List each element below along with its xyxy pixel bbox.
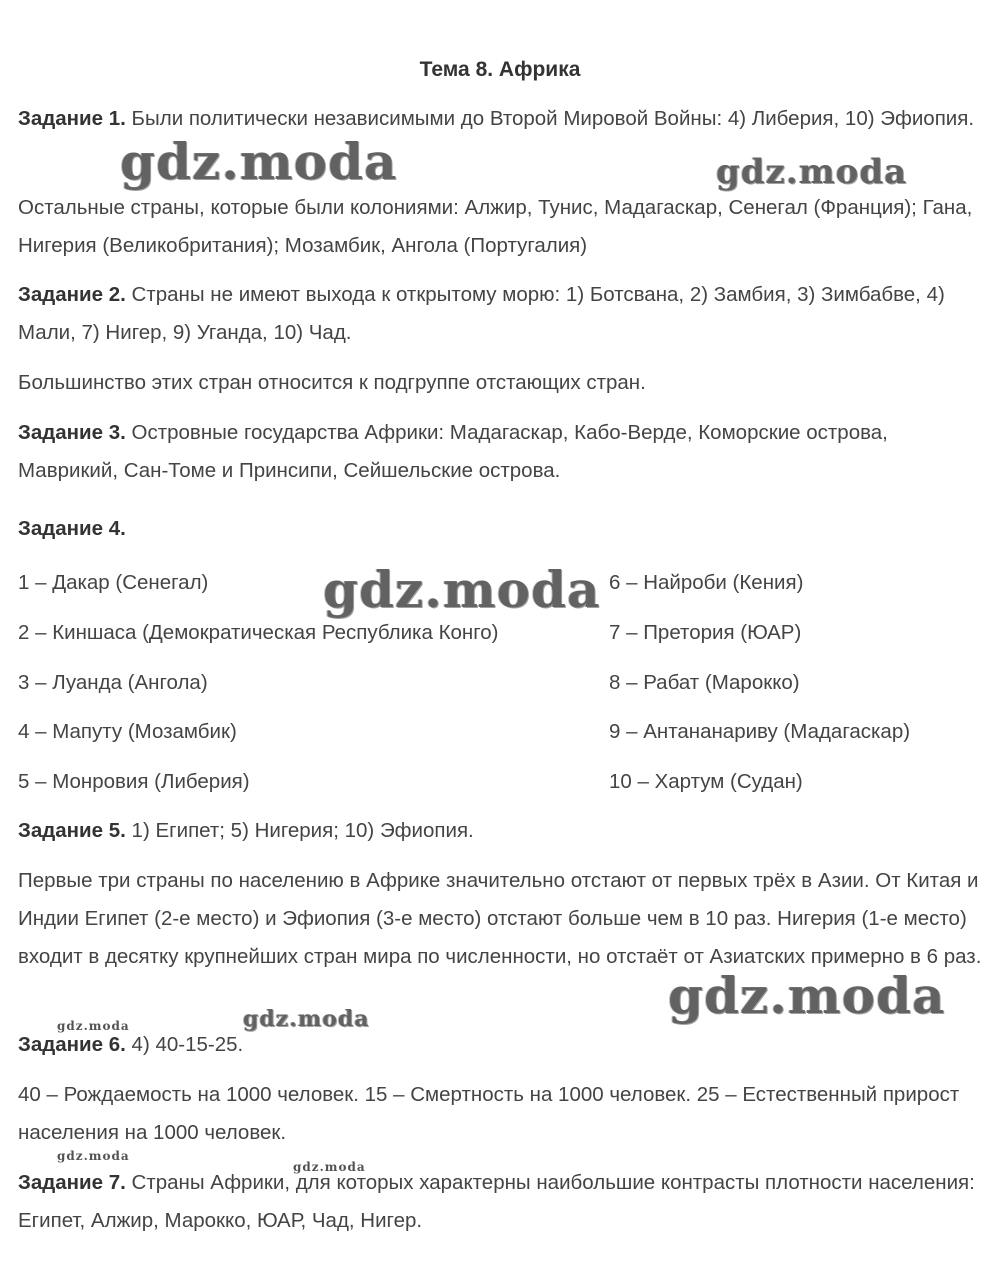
task-3-text: Островные государства Африки: Мадагаскар, Кабо-Верде, Коморские острова, Маврикий, Сан-Томе и Принсипи, Сейшельские острова.: [18, 421, 888, 482]
capital-item: 10 – Хартум (Судан): [609, 770, 803, 793]
capital-item: 2 – Киншаса (Демократическая Республика Конго): [18, 621, 499, 644]
watermark-logo: gdz.moda: [323, 560, 601, 619]
watermark-logo: gdz.moda: [120, 132, 398, 191]
task-1-text: Были политически независимыми до Второй Мировой Войны: 4) Либерия, 10) Эфиопия.: [125, 107, 975, 130]
task-1-extra: Остальные страны, которые были колониями: Алжир, Тунис, Мадагаскар, Сенегал (Франция); Гана, Нигерия (Великобритания); Мозамбик, Ангола (Португалия): [18, 196, 973, 257]
task-7: [18, 1164, 983, 1240]
watermark-logo: gdz.moda: [57, 1019, 130, 1033]
task-6: [18, 1026, 983, 1064]
capital-item: 9 – Антананариву (Мадагаскар): [609, 720, 911, 743]
task-7-text: Страны Африки, для которых характерны наибольшие контрасты плотности населения: Египет, Алжир, Марокко, ЮАР, Чад, Нигер.: [18, 1171, 975, 1232]
task-5: [18, 812, 983, 850]
task-1-label: Задание 1.: [18, 107, 126, 130]
task-5-label: Задание 5.: [18, 819, 126, 842]
task-4-label: Задание 4.: [18, 517, 126, 540]
task-2-text: Страны не имеют выхода к открытому морю: 1) Ботсвана, 2) Замбия, 3) Зимбабве, 4) Мали, 7) Нигер, 9) Уганда, 10) Чад.: [18, 283, 945, 344]
capital-item: 8 – Рабат (Марокко): [609, 671, 800, 694]
capital-item: 6 – Найроби (Кения): [609, 571, 804, 594]
task-5-text: 1) Египет; 5) Нигерия; 10) Эфиопия.: [125, 819, 474, 842]
task-6-label: Задание 6.: [18, 1033, 126, 1056]
task-5-extra: Первые три страны по населению в Африке значительно отстают от первых трёх в Азии. От Китая и Индии Египет (2-е место) и Эфиопия (3-е место) отстают больше чем в 10 раз. Нигерия (1-е место) входит в десятку крупнейших стран мира по численности, но отстаёт от Азиатских примерно в 6 раз.: [18, 869, 982, 968]
capital-item: 4 – Мапуту (Мозамбик): [18, 720, 237, 743]
task-6-text: 4) 40-15-25.: [125, 1033, 244, 1056]
watermark-logo: gdz.moda: [293, 1160, 366, 1174]
capital-item: 3 – Луанда (Ангола): [18, 671, 208, 694]
task-6-extra: 40 – Рождаемость на 1000 человек. 15 – Смертность на 1000 человек. 25 – Естественный прирост населения на 1000 человек.: [18, 1083, 960, 1144]
capital-item: 1 – Дакар (Сенегал): [18, 571, 209, 594]
task-2-extra: Большинство этих стран относится к подгруппе отстающих стран.: [18, 371, 646, 394]
task-2: [18, 276, 983, 352]
watermark-logo: gdz.moda: [668, 966, 946, 1025]
task-3-label: Задание 3.: [18, 421, 126, 444]
capital-item: 5 – Монровия (Либерия): [18, 770, 250, 793]
watermark-logo: gdz.moda: [243, 1006, 370, 1032]
watermark-logo: gdz.moda: [57, 1149, 130, 1163]
task-2-label: Задание 2.: [18, 283, 126, 306]
task-7-label: Задание 7.: [18, 1171, 126, 1194]
watermark-logo: gdz.moda: [716, 152, 908, 192]
task-3: [18, 414, 983, 490]
capital-item: 7 – Претория (ЮАР): [609, 621, 802, 644]
page-title: Тема 8. Африка: [419, 58, 581, 81]
